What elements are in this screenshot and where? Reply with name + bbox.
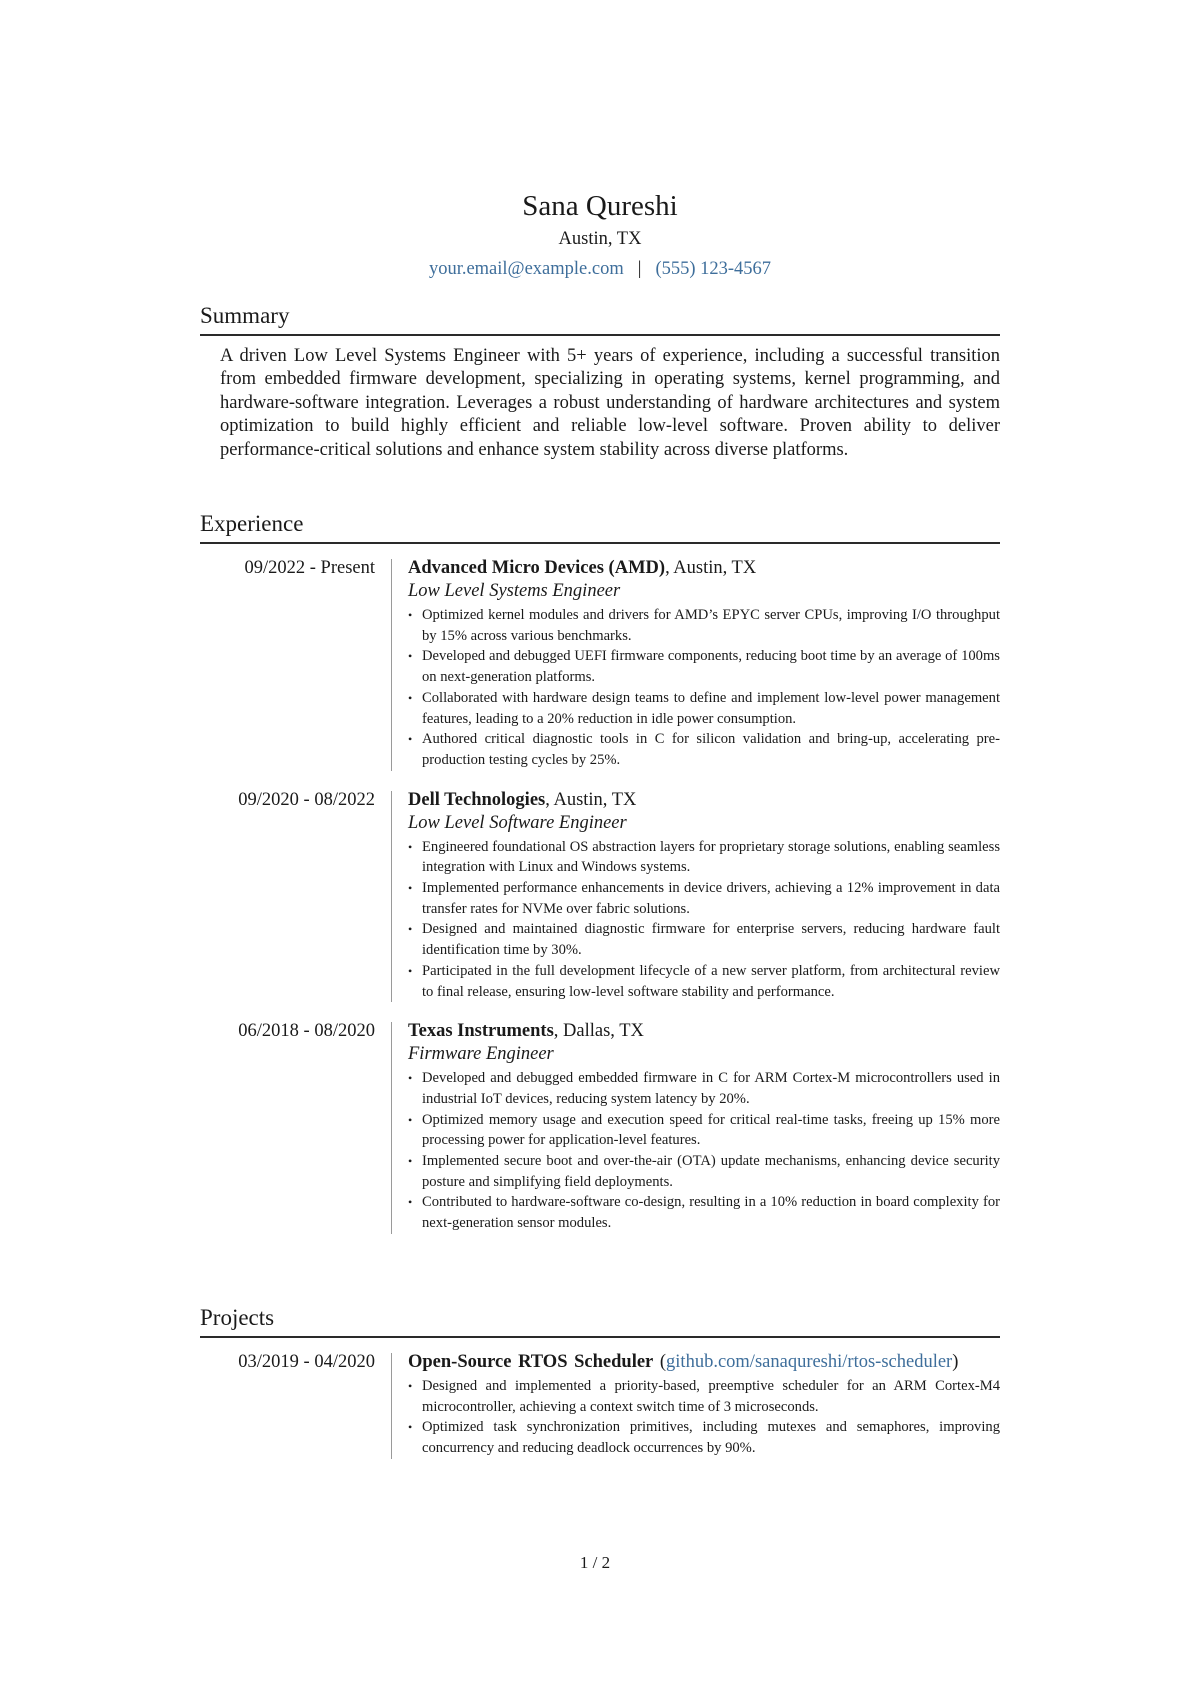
entry-body (408, 1020, 1000, 1234)
entry-body (408, 789, 1000, 1003)
entry-dates: 09/2022 - Present (244, 558, 375, 578)
section-title-experience: Experience (200, 510, 1000, 544)
entry-body (408, 557, 1000, 771)
company-location: , Austin, TX (545, 789, 637, 810)
bullet-item: • Implemented performance enhancements in device drivers, achieving a 12% improvement in data transfer rates for NVMe over fabric solutions. (408, 878, 1000, 919)
job-role: Low Level Systems Engineer (408, 581, 621, 601)
resume-header (200, 188, 1000, 282)
experience-entry (200, 789, 1000, 1003)
summary-text: A driven Low Level Systems Engineer with 5+ years of experience, including a successful transition from embedded firmware development, specializing in operating systems, kernel programming, and hardware-software integration. Leverages a robust understanding of hardware architectures and system optimization to build highly efficient and reliable low-level software. Proven ability to deliver performance-critical solutions and enhance system stability across diverse platforms. (220, 346, 1000, 460)
candidate-name: Sana Qureshi (522, 190, 678, 222)
bullet-item: • Designed and implemented a priority-based, preemptive scheduler for an ARM Cortex-M4 microcontroller, achieving a context switch time of 3 microseconds. (408, 1376, 1000, 1417)
bullet-item: • Optimized kernel modules and drivers for AMD’s EPYC server CPUs, improving I/O throughput by 15% across various benchmarks. (408, 605, 1000, 646)
bullet-list (408, 1068, 1000, 1234)
page-number: 1 / 2 (579, 1553, 611, 1572)
company-location: , Austin, TX (665, 558, 757, 578)
contact-line (200, 256, 1000, 282)
entry-title (408, 1020, 1000, 1043)
bullet-item: • Participated in the full development lifecycle of a new server platform, from architectural review to final release, ensuring low-level software stability and performance. (408, 961, 1000, 1002)
section-title-projects: Projects (200, 1304, 1000, 1338)
job-role: Firmware Engineer (408, 1044, 554, 1065)
entry-body (408, 1351, 1000, 1459)
company-name: Dell Technologies (408, 789, 546, 810)
section-title-summary: Summary (200, 302, 1000, 336)
job-role: Low Level Software Engineer (408, 812, 627, 833)
bullet-item: • Authored critical diagnostic tools in C for silicon validation and bring-up, accelerating pre-production testing cycles by 25%. (408, 729, 1000, 770)
project-link-open: ( (653, 1352, 667, 1372)
bullet-item: • Optimized memory usage and execution speed for critical real-time tasks, freeing up 15% more processing power for application-level features. (408, 1110, 1000, 1151)
project-entry (200, 1351, 1000, 1459)
experience-entry (200, 1020, 1000, 1234)
summary-section (200, 302, 1000, 462)
projects-section (200, 1304, 1000, 1459)
bullet-list (408, 837, 1000, 1003)
bullet-item: • Optimized task synchronization primitives, including mutexes and semaphores, improving concurrency and reducing deadlock occurrences by 90%. (408, 1417, 1000, 1458)
timeline-rule (391, 1353, 392, 1459)
bullet-item: • Developed and debugged UEFI firmware components, reducing boot time by an average of 100ms on next-generation platforms. (408, 646, 1000, 687)
company-name: Texas Instruments (408, 1021, 554, 1042)
experience-entry (200, 557, 1000, 771)
company-name: Advanced Micro Devices (AMD) (408, 558, 666, 578)
bullet-list (408, 605, 1000, 771)
timeline-rule (391, 1022, 392, 1234)
contact-separator: | (637, 259, 642, 279)
entry-title (408, 789, 1000, 812)
bullet-list (408, 1376, 1000, 1459)
project-title (408, 1351, 1000, 1374)
project-link-close: ) (952, 1352, 959, 1372)
entry-dates: 09/2020 - 08/2022 (238, 789, 375, 810)
project-name: Open-Source RTOS Scheduler (408, 1352, 654, 1372)
bullet-item: • Engineered foundational OS abstraction layers for proprietary storage solutions, enabling seamless integration with Linux and Windows systems. (408, 837, 1000, 878)
project-link[interactable]: github.com/sanaqureshi/rtos-scheduler (666, 1352, 953, 1372)
bullet-item: • Collaborated with hardware design teams to define and implement low-level power management features, leading to a 20% reduction in idle power consumption. (408, 688, 1000, 729)
bullet-item: • Implemented secure boot and over-the-air (OTA) update mechanisms, enhancing device security posture and simplifying field deployments. (408, 1151, 1000, 1192)
entry-dates: 06/2018 - 08/2020 (238, 1021, 375, 1042)
candidate-location: Austin, TX (558, 229, 642, 249)
experience-section (200, 510, 1000, 1234)
entry-dates: 03/2019 - 04/2020 (238, 1352, 375, 1372)
bullet-item: • Contributed to hardware-software co-design, resulting in a 10% reduction in board complexity for next-generation sensor modules. (408, 1192, 1000, 1233)
company-location: , Dallas, TX (553, 1021, 644, 1042)
timeline-rule (391, 559, 392, 771)
email-link[interactable]: your.email@example.com (428, 259, 624, 279)
bullet-item: • Designed and maintained diagnostic firmware for enterprise servers, reducing hardware fault identification time by 30%. (408, 919, 1000, 960)
phone-link[interactable]: (555) 123-4567 (655, 259, 772, 279)
timeline-rule (391, 791, 392, 1003)
bullet-item: • Developed and debugged embedded firmware in C for ARM Cortex-M microcontrollers used in industrial IoT devices, reducing system latency by 20%. (408, 1068, 1000, 1109)
entry-title (408, 557, 1000, 580)
